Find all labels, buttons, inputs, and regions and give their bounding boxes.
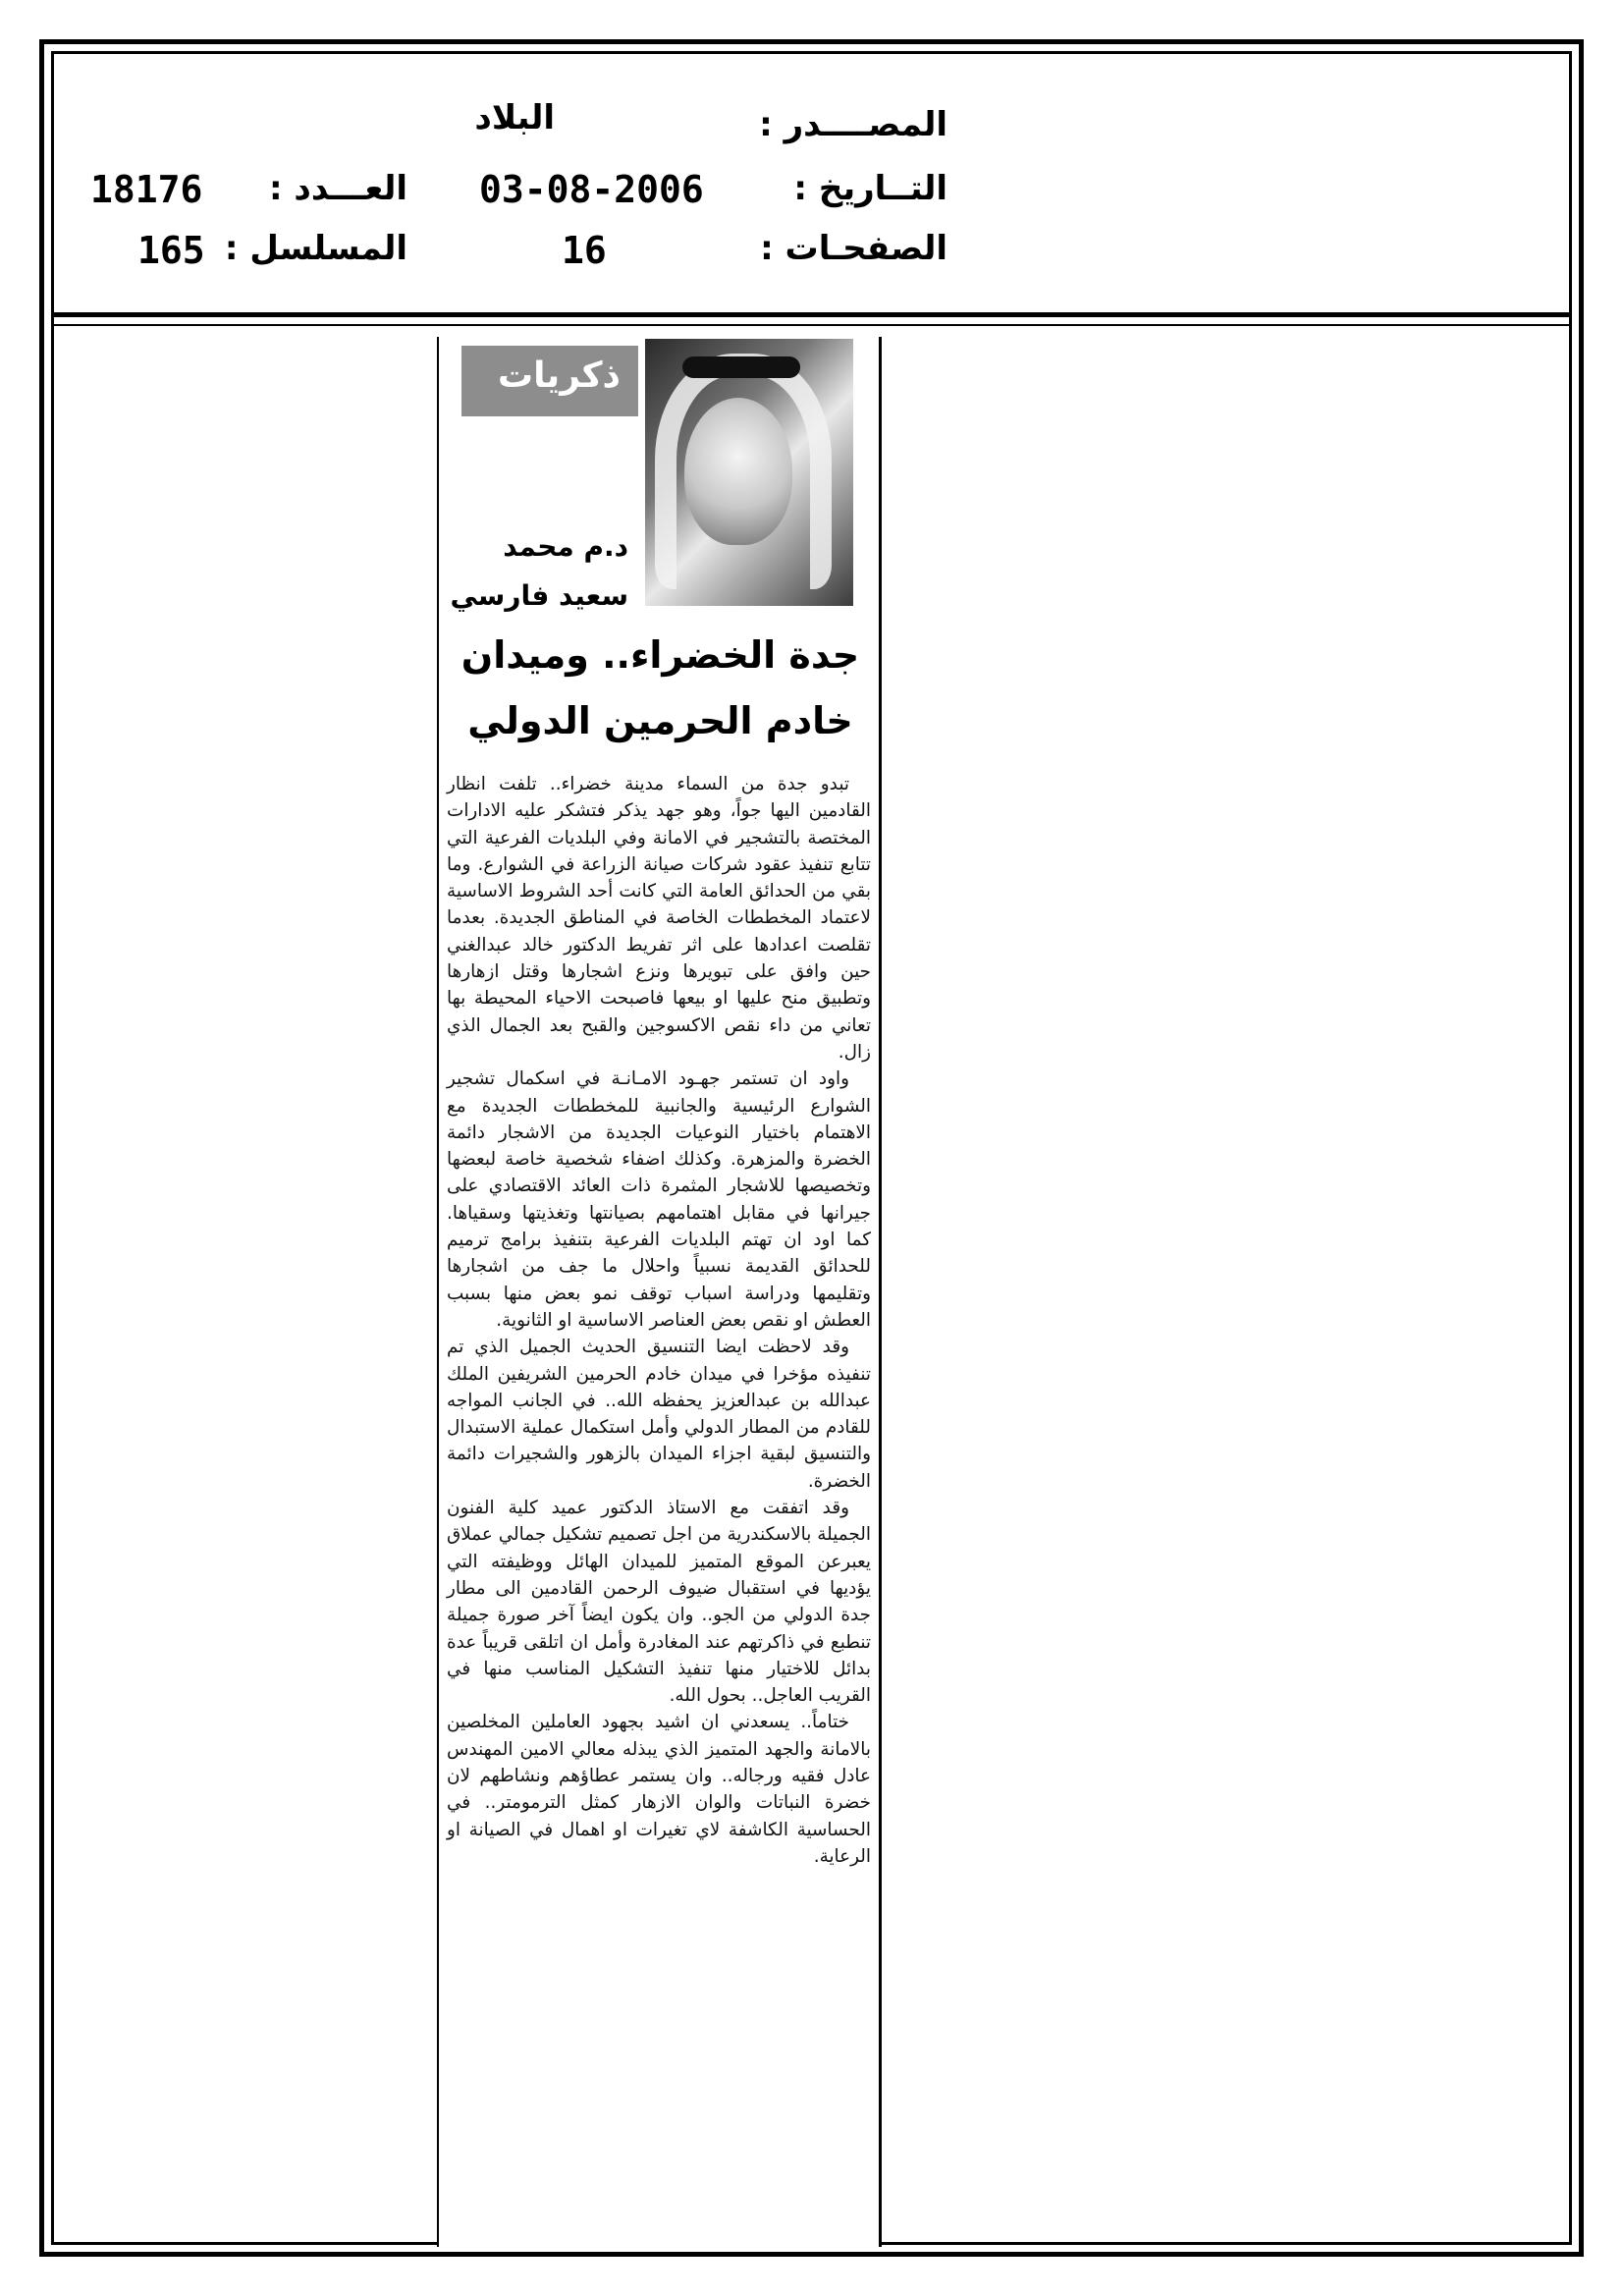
issue-value: 18176 (90, 168, 203, 211)
article-paragraph-4: وقد اتفقت مع الاستاذ الدكتور عميد كلية الفنون الجميلة بالاسكندرية من اجل تصميم تشكيل جمالي عملاق يعبرعن الموقع المتميز للميدان الهائل ووظيفته التي يؤديها في استقبال ضيوف الرحمن القادمين الى مطار جدة الدولي من الجو.. وان يكون ايضاً آخر صورة جميلة تنطبع في ذاكرتهم عند المغادرة وأمل ان اتلقى قريباً عدة بدائل للاختيار منها تنفيذ التشكيل المناسب منها في القريب العاجل.. بحول الله. (447, 1498, 871, 1707)
author-name-line2: سعيد فارسي (450, 579, 628, 612)
pages-value: 16 (562, 229, 607, 272)
author-photo (645, 339, 853, 606)
article-paragraph-2: واود ان تستمر جهـود الامـانـة في اسكمال تشجير الشوارع الرئيسية والجانبية للمخططات الجديدة مع الاهتمام باختيار النوعيات الجديدة من الاشجار دائمة الخضرة والمزهرة. وكذلك اضفاء شخصية خاصة لبعضها وتخصيصها للاشجار المثمرة ذات العائد الاقتصادي على جيرانها في مقابل اهتمامهم بصيانتها وتغذيتها وسقياها. كما اود ان تهتم البلديات الفرعية بتنفيذ برامج ترميم للحدائق القديمة نسبياً واحلال ما جف من اشجارها وتقليمها ودراسة اسباب توقف نمو بعض منها بسبب العطش او نقص بعض العناصر الاساسية او الثانوية. (447, 1068, 871, 1331)
article-body (447, 771, 871, 1870)
article-paragraph-5: ختاماً.. يسعدني ان اشيد بجهود العاملين المخلصين بالامانة والجهد المتميز الذي يبذله معالي الامين المهندس عادل فقيه ورجاله.. وان يستمر عطاؤهم ونشاطهم لان خضرة النباتات والوان الازهار كمثل الترمومتر.. في الحساسية الكاشفة لاي تغيرات او اهمال في الصيانة او الرعاية. (447, 1712, 871, 1867)
source-value: البلاد (474, 98, 555, 137)
headline-line2: خادم الحرمين الدولي (467, 699, 853, 742)
source-label: المصــــدر : (759, 105, 947, 144)
pages-label: الصفحـات : (760, 229, 947, 268)
headline-line1: جدة الخضراء.. وميدان (460, 633, 860, 677)
header-divider-thin (51, 324, 1572, 326)
article-paragraph-1: تبدو جدة من السماء مدينة خضراء.. تلفت انظار القادمين اليها جواً، وهو جهد يذكر فتشكر عليه الادارات المختصة بالتشجير في الامانة وفي البلديات الفرعية التي تتابع تنفيذ عقود شركات صيانة الزراعة في الشوارع. وما بقي من الحدائق العامة التي كانت أحد الشروط الاساسية لاعتماد المخططات الخاصة في المناطق الجديدة. بعدما تقلصت اعدادها على اثر تفريط الدكتور خالد عبدالغني حين وافق على تبويرها ونزع اشجارها وقتل ازهارها وتطبيق منح عليها او بيعها فاصبحت الاحياء المحيطة بها تعاني من داء نقص الاكسوجين والقبح بعد الجمال الذي زال. (447, 774, 871, 1063)
serial-label: المسلسل : (224, 229, 407, 268)
serial-value: 165 (137, 229, 205, 272)
issue-label: العـــدد : (269, 169, 407, 208)
author-name-line1: د.م محمد (503, 530, 628, 563)
column-tag (461, 346, 638, 416)
header-divider (51, 312, 1572, 317)
column-name: ذكريات (497, 355, 621, 396)
date-value: 03-08-2006 (479, 168, 704, 211)
article-paragraph-3: وقد لاحظت ايضا التنسيق الحديث الجميل الذي تم تنفيذه مؤخرا في ميدان خادم الحرمين الشريفين الملك عبدالله بن عبدالعزيز يحفظه الله.. في الجانب المواجه للقادم من المطار الدولي وأمل استكمال عملية الاستبدال والتنسيق لبقية اجزاء الميدان بالزهور والشجيرات دائمة الخضرة. (447, 1337, 871, 1492)
date-label: التــاريخ : (793, 169, 947, 208)
